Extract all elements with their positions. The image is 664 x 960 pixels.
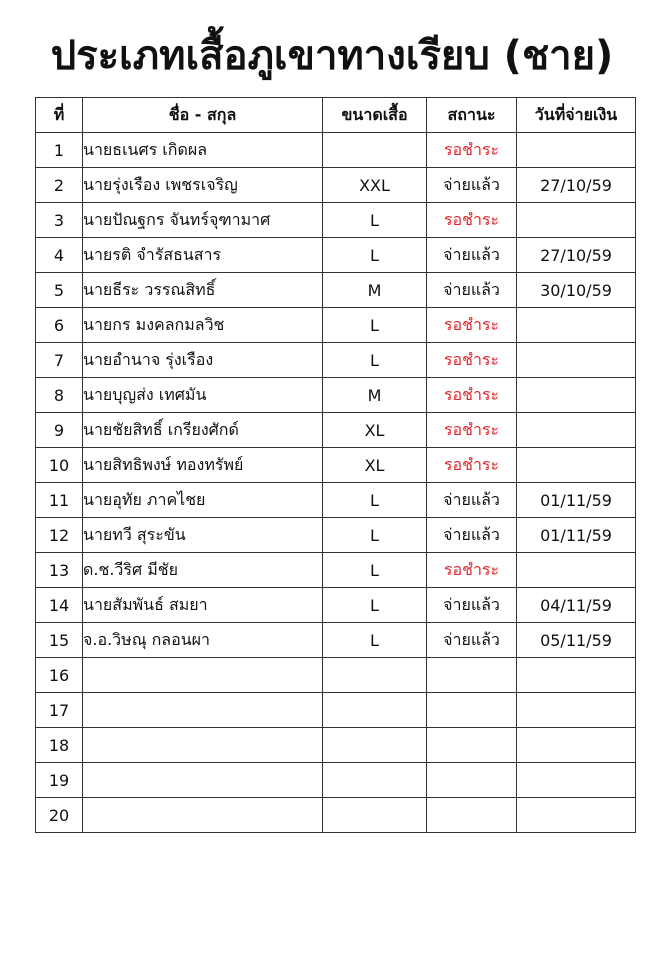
row-number: 10 [36, 448, 83, 483]
payment-status [427, 728, 517, 763]
table-row [36, 168, 636, 203]
payment-status [427, 763, 517, 798]
payment-status: จ่ายแล้ว [427, 623, 517, 658]
table-row [36, 133, 636, 168]
table-row [36, 203, 636, 238]
row-number: 8 [36, 378, 83, 413]
member-name: ด.ช.วีริศ มีชัย [83, 553, 323, 588]
row-number: 1 [36, 133, 83, 168]
shirt-size: XL [323, 413, 427, 448]
payment-date: 27/10/59 [517, 238, 636, 273]
payment-status: จ่ายแล้ว [427, 168, 517, 203]
payment-date [517, 798, 636, 833]
member-name: นายบุญส่ง เทศมัน [83, 378, 323, 413]
shirt-size: XXL [323, 168, 427, 203]
header-row [36, 98, 636, 133]
payment-status: รอชำระ [427, 343, 517, 378]
payment-status: จ่ายแล้ว [427, 238, 517, 273]
table-row [36, 378, 636, 413]
row-number: 19 [36, 763, 83, 798]
row-number: 16 [36, 658, 83, 693]
table-row [36, 553, 636, 588]
row-number: 15 [36, 623, 83, 658]
payment-date [517, 203, 636, 238]
table-row [36, 308, 636, 343]
payment-date [517, 693, 636, 728]
row-number: 20 [36, 798, 83, 833]
payment-date: 04/11/59 [517, 588, 636, 623]
header-status: สถานะ [427, 98, 517, 133]
payment-status [427, 798, 517, 833]
member-name: นายธีระ วรรณสิทธิ์ [83, 273, 323, 308]
payment-status: จ่ายแล้ว [427, 273, 517, 308]
table-row [36, 658, 636, 693]
row-number: 18 [36, 728, 83, 763]
table-body [36, 133, 636, 833]
payment-status: จ่ายแล้ว [427, 518, 517, 553]
shirt-size [323, 693, 427, 728]
payment-status: รอชำระ [427, 413, 517, 448]
row-number: 4 [36, 238, 83, 273]
payment-status [427, 693, 517, 728]
payment-status [427, 658, 517, 693]
payment-status: รอชำระ [427, 308, 517, 343]
shirt-size: L [323, 343, 427, 378]
payment-date [517, 728, 636, 763]
table-row [36, 343, 636, 378]
member-name: นายปัณฐกร จันทร์จุฑามาศ [83, 203, 323, 238]
payment-status: รอชำระ [427, 448, 517, 483]
payment-status: รอชำระ [427, 203, 517, 238]
member-name: นายกร มงคลกมลวิช [83, 308, 323, 343]
payment-status: รอชำระ [427, 133, 517, 168]
payment-date [517, 378, 636, 413]
row-number: 17 [36, 693, 83, 728]
shirt-size: L [323, 483, 427, 518]
shirt-size: L [323, 308, 427, 343]
header-payment-date: วันที่จ่ายเงิน [517, 98, 636, 133]
table-row [36, 518, 636, 553]
shirt-size: M [323, 273, 427, 308]
shirt-size: L [323, 623, 427, 658]
table-row [36, 588, 636, 623]
header-name: ชื่อ - สกุล [83, 98, 323, 133]
header-shirt-size: ขนาดเสื้อ [323, 98, 427, 133]
row-number: 3 [36, 203, 83, 238]
page-title: ประเภทเสื้อภูเขาทางเรียบ (ชาย) [50, 33, 614, 79]
member-name [83, 763, 323, 798]
shirt-size: M [323, 378, 427, 413]
payment-date [517, 413, 636, 448]
row-number: 14 [36, 588, 83, 623]
registration-table [35, 97, 636, 833]
member-name: นายอำนาจ รุ่งเรือง [83, 343, 323, 378]
payment-status: จ่ายแล้ว [427, 483, 517, 518]
table-row [36, 483, 636, 518]
member-name: นายรติ จำรัสธนสาร [83, 238, 323, 273]
payment-date: 27/10/59 [517, 168, 636, 203]
shirt-size [323, 133, 427, 168]
payment-date [517, 343, 636, 378]
row-number: 7 [36, 343, 83, 378]
payment-date [517, 553, 636, 588]
table-row [36, 448, 636, 483]
row-number: 2 [36, 168, 83, 203]
shirt-size [323, 658, 427, 693]
payment-status: รอชำระ [427, 378, 517, 413]
row-number: 13 [36, 553, 83, 588]
payment-status: รอชำระ [427, 553, 517, 588]
table-row [36, 763, 636, 798]
table-row [36, 238, 636, 273]
table-row [36, 623, 636, 658]
payment-date [517, 763, 636, 798]
member-name: นายสิทธิพงษ์ ทองทรัพย์ [83, 448, 323, 483]
member-name: นายสัมพันธ์ สมยา [83, 588, 323, 623]
payment-date: 30/10/59 [517, 273, 636, 308]
payment-date: 01/11/59 [517, 483, 636, 518]
member-name: นายทวี สุระขัน [83, 518, 323, 553]
payment-date: 05/11/59 [517, 623, 636, 658]
row-number: 5 [36, 273, 83, 308]
member-name: นายชัยสิทธิ์ เกรียงศักด์ [83, 413, 323, 448]
payment-date [517, 308, 636, 343]
payment-status: จ่ายแล้ว [427, 588, 517, 623]
shirt-size: L [323, 588, 427, 623]
member-name: จ.อ.วิษณุ กลอนผา [83, 623, 323, 658]
table-row [36, 273, 636, 308]
payment-date [517, 658, 636, 693]
row-number: 11 [36, 483, 83, 518]
shirt-size: L [323, 238, 427, 273]
shirt-size [323, 728, 427, 763]
member-name [83, 658, 323, 693]
member-name [83, 693, 323, 728]
table-row [36, 728, 636, 763]
shirt-size: L [323, 203, 427, 238]
row-number: 9 [36, 413, 83, 448]
payment-date [517, 133, 636, 168]
table-row [36, 693, 636, 728]
member-name [83, 798, 323, 833]
payment-date: 01/11/59 [517, 518, 636, 553]
member-name: นายรุ่งเรือง เพชรเจริญ [83, 168, 323, 203]
shirt-size: L [323, 518, 427, 553]
table-header [36, 98, 636, 133]
header-number: ที่ [36, 98, 83, 133]
shirt-size: XL [323, 448, 427, 483]
shirt-size [323, 798, 427, 833]
row-number: 6 [36, 308, 83, 343]
shirt-size: L [323, 553, 427, 588]
member-name: นายธเนศร เกิดผล [83, 133, 323, 168]
member-name [83, 728, 323, 763]
row-number: 12 [36, 518, 83, 553]
table-row [36, 413, 636, 448]
payment-date [517, 448, 636, 483]
member-name: นายอุทัย ภาคไชย [83, 483, 323, 518]
shirt-size [323, 763, 427, 798]
table-row [36, 798, 636, 833]
